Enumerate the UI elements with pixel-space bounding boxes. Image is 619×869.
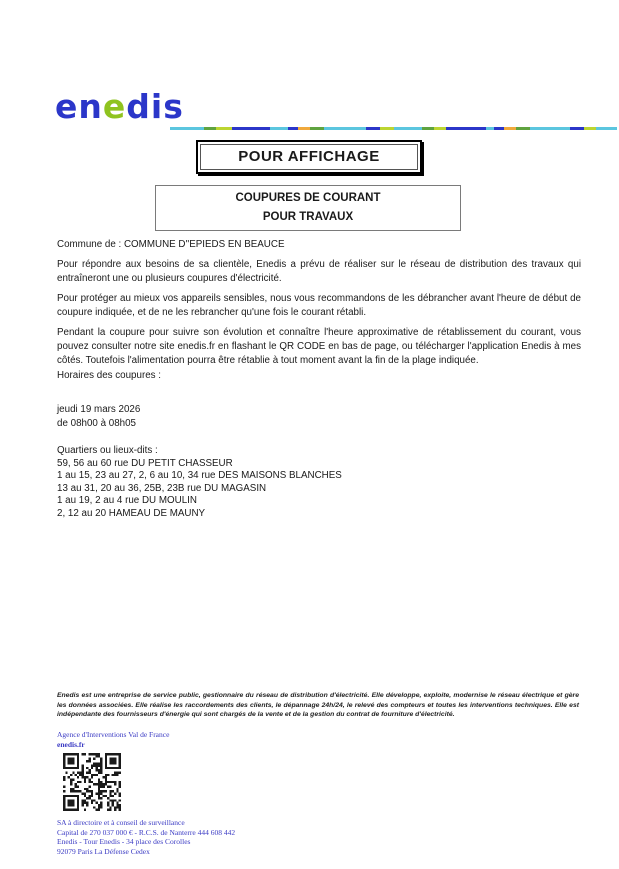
street-line: 2, 12 au 20 HAMEAU DE MAUNY — [57, 507, 206, 519]
company-legal-block — [57, 818, 235, 857]
outage-time: de 08h00 à 08h05 — [57, 418, 136, 429]
street-line: 1 au 15, 23 au 27, 2, 6 au 10, 34 rue DES MAISONS BLANCHES — [57, 470, 342, 482]
notice-title-line1: COUPURES DE COURANT — [235, 192, 381, 204]
street-line: 59, 56 au 60 rue DU PETIT CHASSEUR — [57, 458, 233, 469]
outage-date: jeudi 19 mars 2026 — [57, 404, 141, 415]
paragraph-qrcode: Pendant la coupure pour suivre son évolution et connaître l'heure approximative de rétablissement du courant, vous pouvez consulter notre site enedis.fr en flashant le QR CODE en bas de page, ou télécharger l'application Enedis à mes côtés. Toutefois l'alimentation pourra être rétablie à tout moment avant la fin de la plage indiquée. — [57, 327, 581, 366]
affichage-banner — [196, 140, 422, 174]
agency-block — [57, 730, 169, 749]
brand-color-rule — [170, 127, 617, 130]
quartiers-label: Quartiers ou lieux-dits : — [57, 445, 158, 456]
street-line: 1 au 19, 2 au 4 rue DU MOULIN — [57, 495, 197, 507]
logo-text-part1: en — [55, 87, 103, 126]
affichage-banner-label: POUR AFFICHAGE — [200, 144, 418, 170]
logo-text-part3: dis — [126, 87, 184, 126]
logo-text-part2: e — [102, 87, 127, 126]
enedis-logo — [55, 87, 184, 126]
company-legal-line: Enedis - Tour Enedis - 34 place des Corolles — [57, 837, 191, 847]
company-legal-line: SA à directoire et à conseil de surveillance — [57, 818, 185, 827]
enedis-website: enedis.fr — [57, 739, 85, 749]
paragraph-advice: Pour protéger au mieux vos appareils sensibles, nous vous recommandons de les débrancher avant l'heure de début de coupure indiquée, et de ne les rebrancher qu'une fois le courant rétabli. — [57, 293, 581, 318]
street-line: 13 au 31, 20 au 36, 25B, 23B rue DU MAGASIN — [57, 482, 267, 494]
company-legal-line: Capital de 270 037 000 € - R.C.S. de Nanterre 444 608 442 — [57, 827, 236, 837]
horaires-label: Horaires des coupures : — [57, 370, 162, 381]
agency-name: Agence d'Interventions Val de France — [57, 730, 170, 739]
notice-title-box — [155, 185, 461, 231]
paragraph-intro: Pour répondre aux besoins de sa clientèle, Enedis a prévu de réaliser sur le réseau de distribution des travaux qui entraîneront une ou plusieurs coupures d'électricité. — [57, 259, 581, 284]
company-legal-line: 92079 Paris La Défense Cedex — [57, 847, 150, 857]
street-list — [57, 458, 581, 520]
notice-title-line2: POUR TRAVAUX — [262, 211, 354, 223]
qr-code — [63, 753, 121, 811]
legal-fine-print: Enedis est une entreprise de service public, gestionnaire du réseau de distribution d'électricité. Elle développe, exploite, modernise le réseau électrique et gère les données associées. Elle réalise les raccordements des clients, le dépannage 24h/24, le relevé des compteurs et toutes les interventions techniques. Elle est indépendante des fournisseurs d'énergie qui sont chargés de la vente et de la gestion du contrat de fourniture d'électricité. — [57, 692, 579, 718]
outage-schedule — [57, 403, 581, 431]
commune-line: Commune de : COMMUNE D''EPIEDS EN BEAUCE — [57, 239, 285, 250]
